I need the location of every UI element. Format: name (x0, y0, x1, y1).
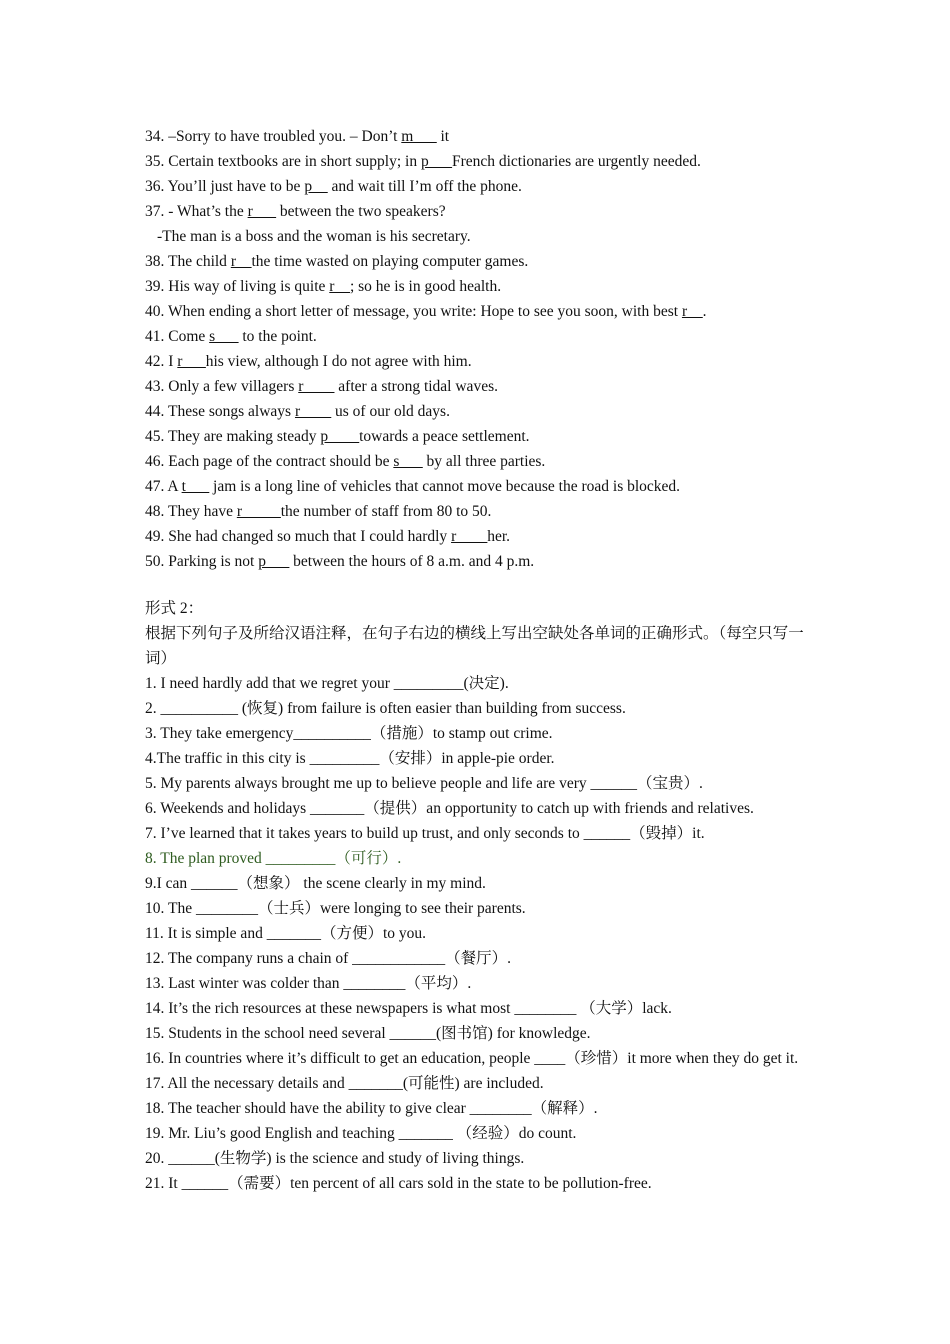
item-text: towards a peace settlement. (359, 428, 530, 445)
exercise-item-37 (145, 199, 810, 224)
item-text: 49. She had changed so much that I could hardly (145, 528, 452, 545)
item-text: 45. They are making steady (145, 428, 321, 445)
exercise-item-40 (145, 299, 810, 324)
fill-item-9: 9.I can ______（想象） the scene clearly in my mind. (145, 875, 486, 892)
exercise-item-39 (145, 274, 810, 299)
item-blank: s___ (209, 328, 239, 345)
item-text: 39. His way of living is quite (145, 278, 330, 295)
item-blank: p____ (320, 428, 360, 445)
part2-section (145, 596, 810, 1196)
fill-item-4: 4.The traffic in this city is _________（安排）in apple-pie order. (145, 750, 555, 767)
item-blank: r__ (329, 278, 350, 295)
item-text: 50. Parking is not (145, 553, 259, 570)
fill-item-21: 21. It ______（需要）ten percent of all cars sold in the state to be pollution-free. (145, 1175, 652, 1192)
fill-item-6: 6. Weekends and holidays _______（提供）an opportunity to catch up with friends and relatives. (145, 800, 754, 817)
item-text: 40. When ending a short letter of message, you write: Hope to see you soon, with best (145, 303, 682, 320)
item-text: . (702, 303, 707, 320)
fill-item-17: 17. All the necessary details and _______(可能性) are included. (145, 1075, 544, 1092)
item-text: between the two speakers? (276, 203, 446, 220)
item-blank: r_____ (236, 503, 281, 520)
item-text: the time wasted on playing computer games. (251, 253, 529, 270)
item-text: it (436, 128, 450, 145)
fill-item-7: 7. I’ve learned that it takes years to build up trust, and only seconds to ______（毁掉）it. (145, 825, 705, 842)
exercise-item-42 (145, 349, 810, 374)
exercise-item-49 (145, 524, 810, 549)
item-blank: r___ (247, 203, 277, 220)
fill-item-19: 19. Mr. Liu’s good English and teaching _______ （经验）do count. (145, 1125, 577, 1142)
fill-item-20: 20. ______(生物学) is the science and study of living things. (145, 1150, 525, 1167)
item-text: 41. Come (145, 328, 210, 345)
item-blank: t___ (181, 478, 210, 495)
item-text: her. (487, 528, 511, 545)
exercise-item-35 (145, 149, 810, 174)
fill-item-3: 3. They take emergency__________（措施）to stamp out crime. (145, 725, 553, 742)
item-blank: r____ (294, 403, 332, 420)
item-text: 37. - What’s the (145, 203, 248, 220)
item-text: 43. Only a few villagers (145, 378, 299, 395)
exercise-item-47 (145, 474, 810, 499)
item-blank: r__ (681, 303, 703, 320)
item-text: after a strong tidal waves. (334, 378, 498, 395)
exercise-item-34 (145, 124, 810, 149)
exercise-item-46 (145, 449, 810, 474)
item-text: his view, although I do not agree with him. (205, 353, 472, 370)
section-instruction: 根据下列句子及所给汉语注释，在句子右边的横线上写出空缺处各单词的正确形式。（每空只写一词） (145, 625, 804, 667)
fill-item-14: 14. It’s the rich resources at these newspapers is what most ________ （大学）lack. (145, 1000, 672, 1017)
item-text: and wait till I’m off the phone. (327, 178, 522, 195)
item-text: 47. A (145, 478, 182, 495)
item-text: 34. –Sorry to have troubled you. – Don’t (145, 128, 402, 145)
item-blank: p___ (420, 153, 452, 170)
exercise-item-45 (145, 424, 810, 449)
item-text: between the hours of 8 a.m. and 4 p.m. (289, 553, 535, 570)
item-text: 38. The child (145, 253, 231, 270)
item-text: us of our old days. (331, 403, 450, 420)
fill-item-10: 10. The ________（士兵）were longing to see their parents. (145, 900, 526, 917)
fill-item-2: 2. __________ (恢复) from failure is often easier than building from success. (145, 700, 626, 717)
exercise-item-43 (145, 374, 810, 399)
item-text: to the point. (238, 328, 317, 345)
exercise-item-38 (145, 249, 810, 274)
item-text: -The man is a boss and the woman is his secretary. (157, 228, 471, 245)
exercise-item-37-answer (145, 224, 810, 249)
item-text: jam is a long line of vehicles that cannot move because the road is blocked. (209, 478, 681, 495)
item-text: 35. Certain textbooks are in short supply; in (145, 153, 421, 170)
fill-item-15: 15. Students in the school need several ______(图书馆) for knowledge. (145, 1025, 591, 1042)
item-text: the number of staff from 80 to 50. (280, 503, 492, 520)
exercise-item-36 (145, 174, 810, 199)
fill-item-1: 1. I need hardly add that we regret your _________(决定). (145, 675, 509, 692)
exercise-item-48 (145, 499, 810, 524)
section-heading: 形式 2： (145, 600, 204, 617)
fill-item-12: 12. The company runs a chain of ____________（餐厅）. (145, 950, 512, 967)
fill-item-8: 8. The plan proved _________（可行）. (145, 850, 402, 867)
item-blank: r____ (451, 528, 488, 545)
item-blank: m___ (401, 128, 437, 145)
item-text: French dictionaries are urgently needed. (451, 153, 701, 170)
item-blank: r___ (177, 353, 206, 370)
item-blank: r____ (298, 378, 335, 395)
item-text: by all three parties. (422, 453, 546, 470)
item-text: 48. They have (145, 503, 237, 520)
exercise-item-50 (145, 549, 810, 574)
item-blank: s___ (393, 453, 423, 470)
item-blank: p___ (258, 553, 290, 570)
item-text: 46. Each page of the contract should be (145, 453, 394, 470)
exercise-item-44 (145, 399, 810, 424)
fill-item-5: 5. My parents always brought me up to believe people and life are very ______（宝贵）. (145, 775, 703, 792)
item-text: ; so he is in good health. (349, 278, 502, 295)
item-blank: p__ (304, 178, 328, 195)
item-text: 44. These songs always (145, 403, 295, 420)
fill-item-13: 13. Last winter was colder than ________（平均）. (145, 975, 472, 992)
part1-exercise-list (145, 124, 810, 574)
exercise-item-41 (145, 324, 810, 349)
item-text: 36. You’ll just have to be (145, 178, 305, 195)
fill-item-11: 11. It is simple and _______（方便）to you. (145, 925, 426, 942)
fill-item-16: 16. In countries where it’s difficult to get an education, people ____（珍惜）it more when they do get it. (145, 1050, 799, 1067)
item-text: 42. I (145, 353, 178, 370)
fill-item-18: 18. The teacher should have the ability to give clear ________（解释）. (145, 1100, 598, 1117)
item-blank: r__ (230, 253, 252, 270)
